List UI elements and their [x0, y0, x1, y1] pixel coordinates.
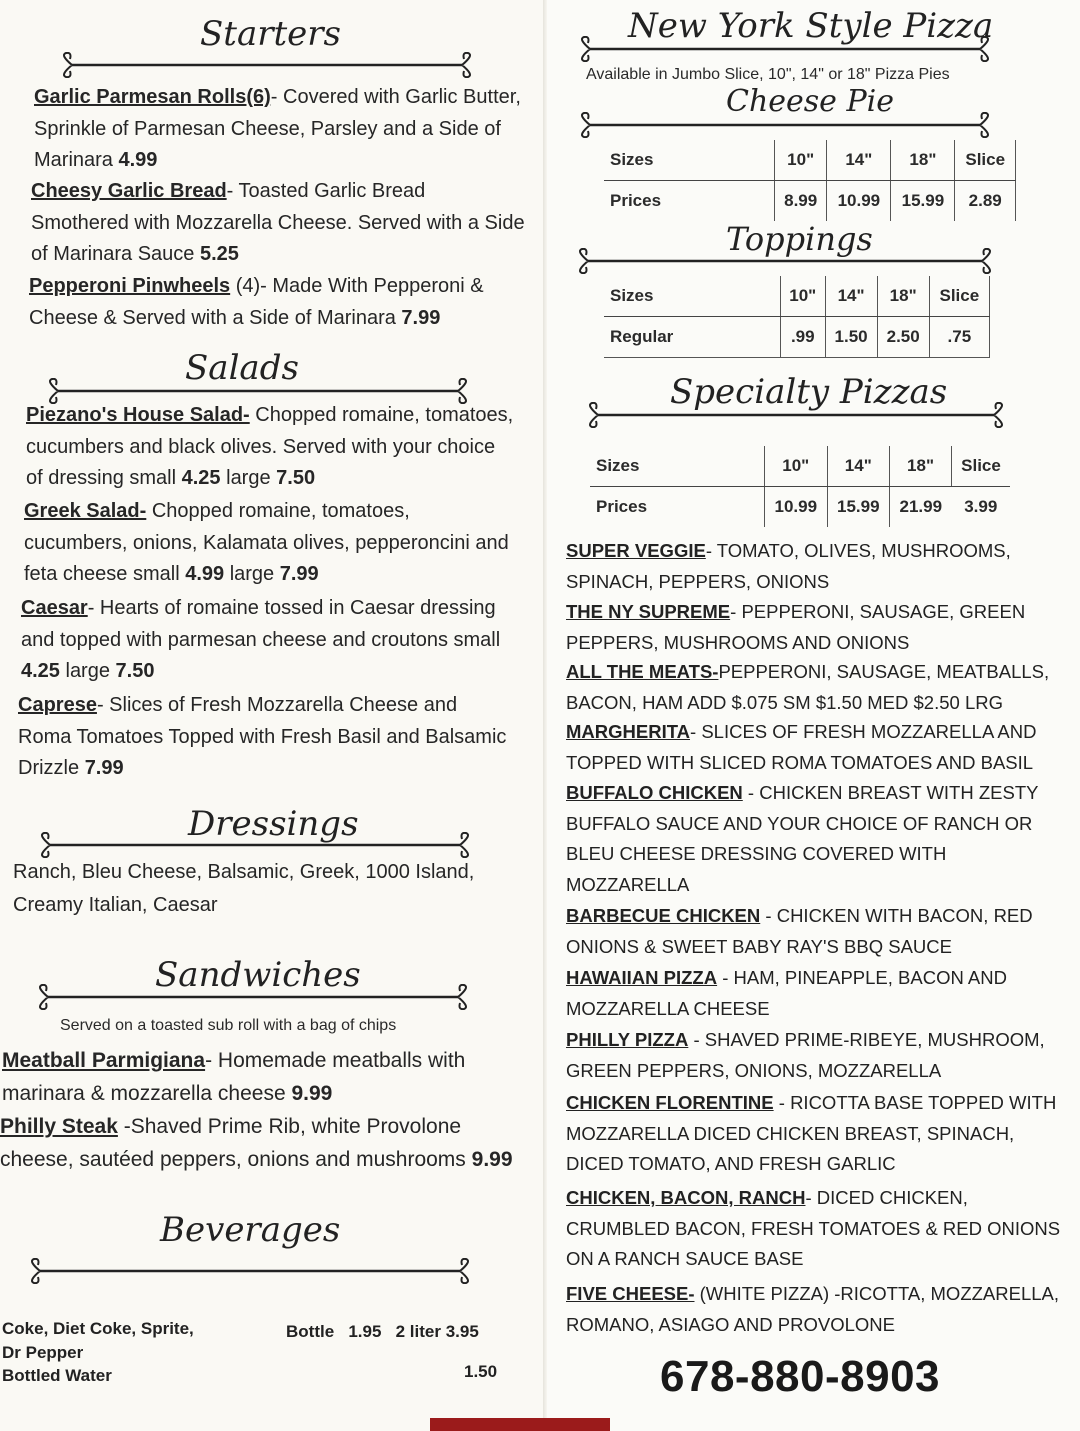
starter-item: [29, 271, 524, 334]
size-18: 18": [890, 446, 952, 487]
water-price: 1.50: [464, 1362, 498, 1381]
specialty-item: [566, 901, 1071, 962]
price-18: 15.99: [891, 181, 955, 222]
item-desc: - CHICKEN BREAST WITH ZESTY BUFFALO SAUCE AND YOUR CHOICE OF RANCH OR BLEU CHEESE DRESSING COVERED WITH MOZZARELLA: [566, 782, 1039, 895]
size-14: 14": [825, 276, 877, 317]
cheese-pie-divider: [570, 112, 1000, 134]
item-desc: - CHICKEN WITH BACON, RED ONIONS & SWEET BABY RAY'S BBQ SAUCE: [566, 905, 1033, 957]
item-desc: Chopped romaine, tomatoes, cucumbers, onions, Kalamata olives, pepperoncini and feta cheese small: [24, 500, 509, 585]
size-10: 10": [765, 446, 828, 487]
item-desc: PEPPERONI, SAUSAGE, MEATBALLS, BACON, HAM ADD $.075 SM $1.50 MED $2.50 LRG: [566, 661, 1050, 713]
beverages-divider: [20, 1258, 480, 1280]
bottle-price-row: [286, 1322, 479, 1342]
specialty-item: [566, 1025, 1071, 1086]
salad-item: [24, 496, 514, 591]
sandwiches-note: Served on a toasted sub roll with a bag of chips: [60, 1017, 397, 1034]
beverage-water: Bottled Water: [2, 1366, 112, 1385]
large-label: large: [224, 563, 275, 585]
dressings-list: Ranch, Bleu Cheese, Balsamic, Greek, 1000 Island, Creamy Italian, Caesar: [13, 861, 475, 916]
salad-item: [26, 400, 516, 495]
beverages-heading: Beverages: [160, 1210, 341, 1250]
specialty-item: [566, 1183, 1071, 1275]
item-desc: - Hearts of romaine tossed in Caesar dressing and topped with parmesan cheese and croutons small: [21, 597, 501, 651]
size-14: 14": [827, 446, 890, 487]
item-price: 9.99: [291, 1082, 333, 1105]
small-price: 4.25: [181, 467, 221, 489]
item-name: MARGHERITA: [566, 721, 691, 742]
starter-item: [34, 82, 529, 177]
ny-pizza-note: Available in Jumbo Slice, 10", 14" or 18" Pizza Pies: [586, 66, 950, 83]
tablecloth-edge: [430, 1418, 610, 1431]
large-price: 7.50: [276, 467, 316, 489]
size-10: 10": [781, 276, 826, 317]
size-18: 18": [877, 276, 929, 317]
specialty-item: [566, 657, 1071, 718]
item-name: Philly Steak: [0, 1115, 118, 1138]
size-slice: Slice: [955, 140, 1016, 181]
specialty-item: [566, 597, 1071, 658]
price-14: 15.99: [827, 487, 890, 528]
price-10: 8.99: [775, 181, 827, 222]
item-name: Cheesy Garlic Bread: [31, 180, 227, 202]
size-18: 18": [891, 140, 955, 181]
phone-number: 678-880-8903: [660, 1352, 941, 1401]
item-desc: - SLICES OF FRESH MOZZARELLA AND TOPPED WITH SLICED ROMA TOMATOES AND BASIL: [566, 721, 1037, 773]
specialty-item: [566, 536, 1071, 597]
item-name: Greek Salad-: [24, 500, 147, 522]
ny-pizza-heading: New York Style Pizza: [628, 6, 994, 46]
item-name: HAWAIIAN PIZZA: [566, 967, 718, 988]
regular-14: 1.50: [825, 317, 877, 358]
price-slice: 3.99: [964, 497, 998, 516]
size-label: Sizes: [604, 276, 781, 317]
sandwiches-divider: [28, 984, 478, 1006]
specialty-item: [566, 1088, 1071, 1180]
item-name: BUFFALO CHICKEN: [566, 782, 743, 803]
item-name: PHILLY PIZZA: [566, 1029, 689, 1050]
item-name: Meatball Parmigiana: [2, 1049, 206, 1072]
large-price: 7.99: [279, 563, 319, 585]
item-desc: Chopped romaine, tomatoes, cucumbers and black olives. Served with your choice of dressing small: [26, 404, 514, 489]
regular-slice: .75: [929, 317, 989, 358]
item-price: 9.99: [471, 1148, 513, 1171]
specialty-heading: Specialty Pizzas: [670, 372, 948, 412]
bottle-label: Bottle: [286, 1322, 335, 1341]
item-name: Caesar: [21, 597, 88, 619]
item-name: CHICKEN, BACON, RANCH: [566, 1187, 806, 1208]
item-desc: -Shaved Prime Rib, white Provolone cheese, sautéed peppers, onions and mushrooms: [0, 1115, 466, 1171]
size-label: Sizes: [590, 446, 765, 487]
starter-item: [31, 176, 526, 271]
sandwich-item: [2, 1044, 522, 1110]
large-price: 7.50: [115, 660, 155, 682]
item-name: THE NY SUPREME: [566, 601, 731, 622]
toppings-divider: [568, 248, 1002, 270]
page-fold: [543, 0, 547, 1431]
item-desc: - Homemade meatballs with marinara & mozzarella cheese: [2, 1049, 466, 1105]
specialty-item: [566, 963, 1071, 1024]
item-price: 7.99: [84, 757, 124, 779]
regular-18: 2.50: [877, 317, 929, 358]
item-desc: - Slices of Fresh Mozzarella Cheese and Roma Tomatoes Topped with Fresh Basil and Balsamic Drizzle: [18, 694, 507, 779]
size-slice: Slice: [929, 276, 989, 317]
regular-10: .99: [781, 317, 826, 358]
item-desc: - Toasted Garlic Bread Smothered with Mozzarella Cheese. Served with a Side of Marinara Sauce: [31, 180, 525, 265]
price-label: Prices: [596, 497, 648, 516]
item-desc: - Covered with Garlic Butter, Sprinkle of Parmesan Cheese, Parsley and a Side of Marinara: [34, 86, 521, 171]
item-desc: - RICOTTA BASE TOPPED WITH MOZZARELLA DICED CHICKEN BREAST, SPINACH, DICED TOMATO, AND FRESH GARLIC: [566, 1092, 1057, 1174]
item-name: Garlic Parmesan Rolls(6): [34, 86, 271, 108]
item-name: SUPER VEGGIE: [566, 540, 706, 561]
size-10: 10": [775, 140, 827, 181]
salad-item: [18, 690, 508, 785]
starters-divider: [52, 52, 482, 74]
price-18: 21.99: [890, 487, 952, 528]
price-slice: 2.89: [955, 181, 1016, 222]
item-name: ALL THE MEATS-: [566, 661, 719, 682]
price-14: 10.99: [827, 181, 891, 222]
beverage-sodas: Coke, Diet Coke, Sprite,: [2, 1319, 194, 1338]
size-label: Sizes: [604, 140, 775, 181]
item-name: BARBECUE CHICKEN: [566, 905, 761, 926]
cheese-pie-table: [604, 140, 1016, 221]
specialty-table: [590, 446, 1010, 527]
small-price: 4.99: [185, 563, 225, 585]
item-desc: (4)- Made With Pepperoni & Cheese & Served with a Side of Marinara: [29, 275, 484, 329]
price-label: Prices: [610, 191, 662, 210]
large-label: large: [220, 467, 271, 489]
item-name: Pepperoni Pinwheels: [29, 275, 231, 297]
size-14: 14": [827, 140, 891, 181]
regular-label: Regular: [604, 317, 781, 358]
beverage-dr-pepper: Dr Pepper: [2, 1343, 84, 1362]
dressings-heading: Dressings: [188, 804, 359, 844]
ny-pizza-divider: [570, 36, 1000, 58]
item-price: 4.99: [118, 149, 158, 171]
large-label: large: [59, 660, 110, 682]
item-name: FIVE CHEESE-: [566, 1283, 695, 1304]
specialty-item: [566, 717, 1071, 778]
dressings-divider: [30, 832, 480, 854]
item-name: Piezano's House Salad-: [26, 404, 250, 426]
salads-heading: Salads: [185, 348, 299, 388]
item-name: Caprese: [18, 694, 97, 716]
item-desc: (WHITE PIZZA) -RICOTTA, MOZZARELLA, ROMANO, ASIAGO AND PROVOLONE: [566, 1283, 1060, 1335]
item-desc: - DICED CHICKEN, CRUMBLED BACON, FRESH TOMATOES & RED ONIONS ON A RANCH SAUCE BASE: [566, 1187, 1061, 1269]
liter-price: 3.95: [445, 1322, 479, 1341]
sandwich-item: [0, 1110, 525, 1176]
item-desc: - SHAVED PRIME-RIBEYE, MUSHROOM, GREEN PEPPERS, ONIONS, MOZZARELLA: [566, 1029, 1045, 1081]
specialty-divider: [578, 402, 1014, 424]
starters-heading: Starters: [200, 14, 341, 54]
salad-item: [21, 593, 511, 688]
sandwiches-heading: Sandwiches: [155, 955, 361, 995]
specialty-item: [566, 1279, 1071, 1340]
liter-label: 2 liter: [395, 1322, 441, 1341]
item-desc: - HAM, PINEAPPLE, BACON AND MOZZARELLA CHEESE: [566, 967, 1007, 1019]
item-price: 7.99: [401, 306, 441, 329]
item-name: CHICKEN FLORENTINE: [566, 1092, 774, 1113]
specialty-item: [566, 778, 1071, 900]
price-10: 10.99: [765, 487, 828, 528]
item-price: 5.25: [199, 243, 239, 265]
cheese-pie-heading: Cheese Pie: [726, 84, 895, 119]
small-price: 4.25: [21, 660, 60, 682]
salads-divider: [38, 378, 478, 400]
item-desc: - PEPPERONI, SAUSAGE, GREEN PEPPERS, MUSHROOMS AND ONIONS: [566, 601, 1026, 653]
size-slice: Slice: [951, 446, 1010, 487]
item-desc: - TOMATO, OLIVES, MUSHROOMS, SPINACH, PEPPERS, ONIONS: [566, 540, 1011, 592]
toppings-table: [604, 276, 990, 358]
toppings-heading: Toppings: [726, 220, 873, 258]
bottle-price: 1.95: [348, 1322, 382, 1341]
